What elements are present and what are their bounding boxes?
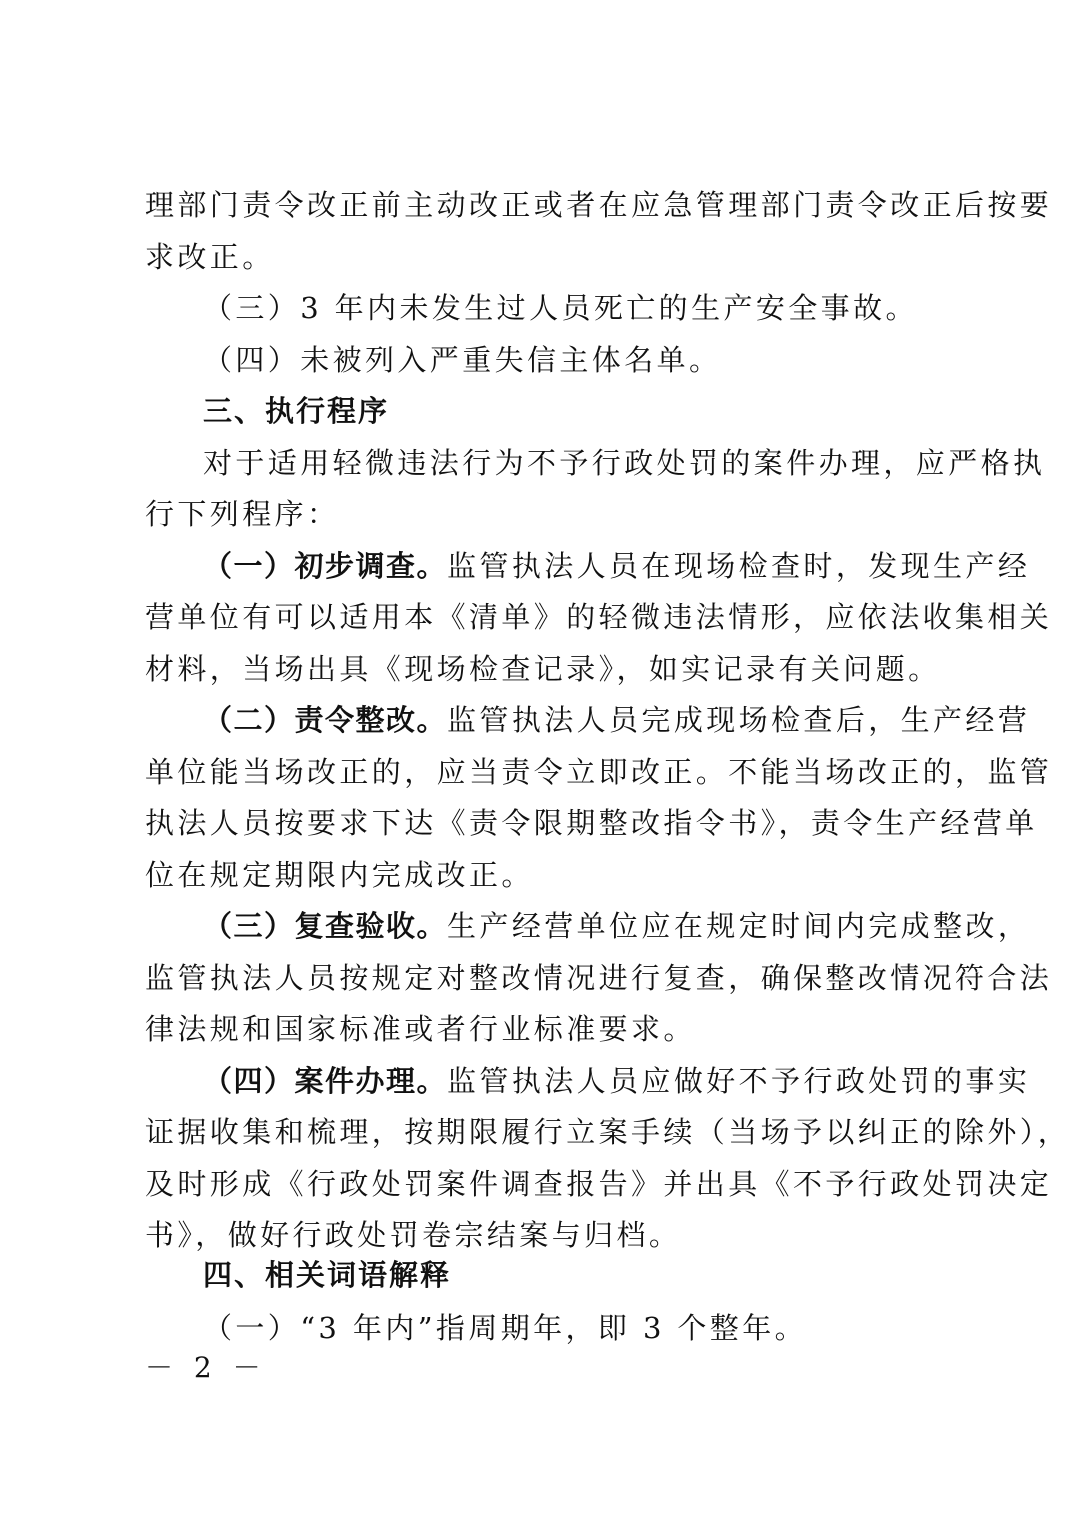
text-line: 理部门责令改正前主动改正或者在应急管理部门责令改正后按要 xyxy=(145,188,1053,222)
text-line: 营单位有可以适用本《清单》的轻微违法情形，应依法收集相关 xyxy=(145,600,1053,634)
paragraph-text: 生产经营单位应在规定时间内完成整改， xyxy=(447,909,1031,943)
text-line: 证据收集和梳理，按期限履行立案手续（当场予以纠正的除外）， xyxy=(145,1115,1071,1149)
paragraph-first-line xyxy=(203,901,1031,951)
section-heading-definitions: 四、相关词语解释 xyxy=(203,1258,452,1292)
page-number: － 2 － xyxy=(145,1351,267,1384)
text-line: 监管执法人员按规定对整改情况进行复查，确保整改情况符合法 xyxy=(145,961,1053,995)
text-line: 求改正。 xyxy=(145,240,275,274)
text-line: 对于适用轻微违法行为不予行政处罚的案件办理，应严格执 xyxy=(203,446,1046,480)
paragraph-first-line xyxy=(203,1056,1031,1106)
paragraph-lead: （三）复查验收。 xyxy=(203,909,448,943)
text-line: 材料，当场出具《现场检查记录》，如实记录有关问题。 xyxy=(145,652,941,686)
section-heading-procedure: 三、执行程序 xyxy=(203,394,390,428)
list-item: （三）3 年内未发生过人员死亡的生产安全事故。 xyxy=(203,291,918,325)
paragraph-first-line xyxy=(203,695,1031,745)
text-line: 行下列程序： xyxy=(145,497,340,531)
text-line: 单位能当场改正的，应当责令立即改正。不能当场改正的，监管 xyxy=(145,755,1053,789)
text-line: 律法规和国家标准或者行业标准要求。 xyxy=(145,1012,696,1046)
text-line: 书》，做好行政处罚卷宗结案与归档。 xyxy=(145,1218,682,1252)
text-line: 执法人员按要求下达《责令限期整改指令书》，责令生产经营单 xyxy=(145,806,1038,840)
text-line: 及时形成《行政处罚案件调查报告》并出具《不予行政处罚决定 xyxy=(145,1167,1053,1201)
list-item: （四）未被列入严重失信主体名单。 xyxy=(203,343,722,377)
paragraph-text: 监管执法人员应做好不予行政处罚的事实 xyxy=(447,1064,1031,1098)
paragraph-text: 监管执法人员在现场检查时，发现生产经 xyxy=(447,549,1031,583)
paragraph-lead: （一）初步调查。 xyxy=(203,549,448,583)
paragraph-lead: （二）责令整改。 xyxy=(203,703,448,737)
list-item: （一）“3 年内”指周期年，即 3 个整年。 xyxy=(203,1311,808,1345)
paragraph-first-line xyxy=(203,541,1031,591)
paragraph-lead: （四）案件办理。 xyxy=(203,1064,448,1098)
paragraph-text: 监管执法人员完成现场检查后，生产经营 xyxy=(447,703,1031,737)
text-line: 位在规定期限内完成改正。 xyxy=(145,858,534,892)
